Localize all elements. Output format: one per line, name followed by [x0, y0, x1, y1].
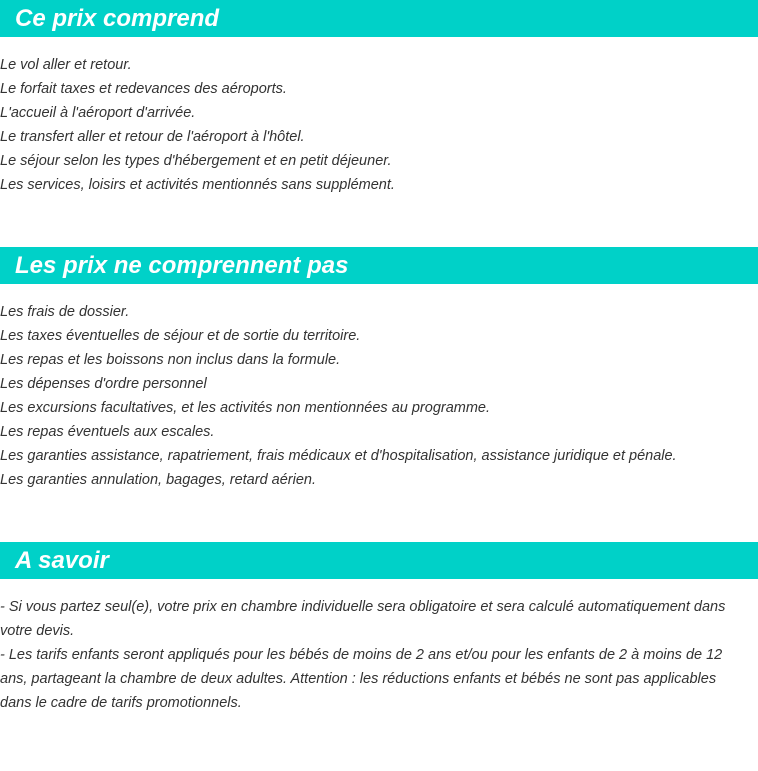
info-paragraph: - Si vous partez seul(e), votre prix en chambre individuelle sera obligatoire et sera calculé automatiquement dans votre devis. [0, 599, 726, 639]
list-item: L'accueil à l'aéroport d'arrivée. [0, 105, 196, 121]
list-item: Les services, loisirs et activités mentionnés sans supplément. [0, 177, 395, 193]
section-included [0, 0, 758, 197]
list-item: Les frais de dossier. [0, 304, 130, 320]
list-item: Les repas et les boissons non inclus dans la formule. [0, 352, 341, 368]
list-item: Le séjour selon les types d'hébergement et en petit déjeuner. [0, 153, 392, 169]
info-paragraph: - Les tarifs enfants seront appliqués pour les bébés de moins de 2 ans et/ou pour les enfants de 2 à moins de 12 ans, partageant la chambre de deux adultes. Attention : les réductions enfants et bébés ne sont pas applicables dans le cadre de tarifs promotionnels. [0, 647, 723, 711]
list-item: Les excursions facultatives, et les activités non mentionnées au programme. [0, 400, 491, 416]
list-item: Les garanties assistance, rapatriement, frais médicaux et d'hospitalisation, assistance juridique et pénale. [0, 448, 677, 464]
list-item: Le vol aller et retour. [0, 57, 132, 73]
list-item: Le transfert aller et retour de l'aéroport à l'hôtel. [0, 129, 305, 145]
list-item: Les dépenses d'ordre personnel [0, 376, 207, 392]
section-not-included-title: Les prix ne comprennent pas [0, 247, 758, 284]
list-item: Les garanties annulation, bagages, retard aérien. [0, 472, 316, 488]
list-item: Le forfait taxes et redevances des aéroports. [0, 81, 287, 97]
section-good-to-know [0, 542, 758, 715]
not-included-list [0, 300, 758, 492]
section-included-title: Ce prix comprend [0, 0, 758, 37]
included-list [0, 53, 758, 197]
section-not-included [0, 247, 758, 492]
list-item: Les repas éventuels aux escales. [0, 424, 215, 440]
section-good-to-know-title: A savoir [0, 542, 758, 579]
list-item: Les taxes éventuelles de séjour et de sortie du territoire. [0, 328, 361, 344]
good-to-know-text [0, 595, 758, 715]
